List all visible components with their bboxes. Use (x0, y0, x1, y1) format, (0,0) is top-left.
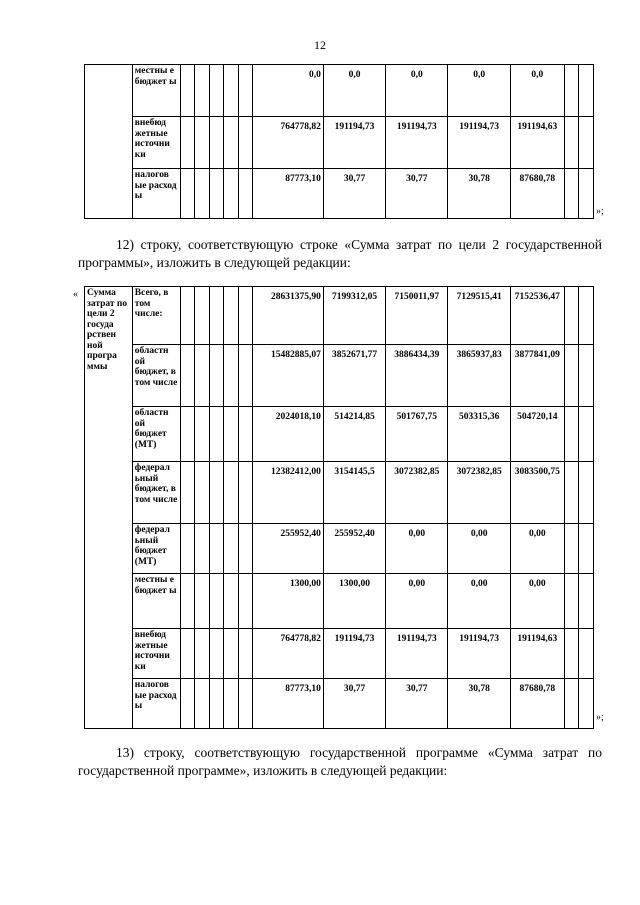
empty-cell (579, 679, 594, 729)
value-cell: 3154145,5 (323, 462, 385, 524)
row-label: федерал ьный бюджет, в том числе (132, 462, 180, 524)
row-label: внебюд жетные источни ки (132, 629, 180, 679)
paragraph-13 (78, 744, 602, 780)
value-cell: 501767,75 (386, 407, 448, 462)
empty-cell (180, 524, 195, 574)
empty-cell (180, 679, 195, 729)
table-row (85, 169, 594, 219)
value-cell: 3877841,09 (510, 345, 564, 407)
empty-cell (209, 169, 224, 219)
row-label: местны е бюджет ы (132, 574, 180, 629)
empty-cell (224, 65, 239, 117)
table-row (85, 117, 594, 169)
empty-cell (579, 345, 594, 407)
value-cell: 1300,00 (253, 574, 324, 629)
empty-cell (209, 287, 224, 345)
row-label: Всего, в том числе: (132, 287, 180, 345)
empty-cell (224, 117, 239, 169)
empty-cell (209, 407, 224, 462)
row-label: федерал ьный бюджет (МТ) (132, 524, 180, 574)
value-cell: 503315,36 (448, 407, 510, 462)
empty-cell (180, 345, 195, 407)
value-cell: 191194,73 (323, 629, 385, 679)
empty-cell (195, 407, 210, 462)
value-cell: 0,0 (510, 65, 564, 117)
empty-cell (195, 345, 210, 407)
value-cell: 30,77 (386, 169, 448, 219)
value-cell: 514214,85 (323, 407, 385, 462)
empty-cell (224, 169, 239, 219)
empty-cell (180, 287, 195, 345)
empty-cell (209, 679, 224, 729)
empty-cell (238, 117, 253, 169)
empty-cell (224, 407, 239, 462)
empty-cell (238, 574, 253, 629)
empty-cell (579, 407, 594, 462)
paragraph-13-text: 13) строку, соответствующую государственной программе «Сумма затрат по государственной программе», изложить в следующей редакции: (78, 745, 602, 778)
table-row (85, 65, 594, 117)
value-cell: 0,00 (448, 574, 510, 629)
value-cell: 0,0 (323, 65, 385, 117)
value-cell: 0,00 (510, 524, 564, 574)
empty-cell (195, 524, 210, 574)
empty-cell (224, 462, 239, 524)
empty-cell (224, 574, 239, 629)
value-cell: 87773,10 (253, 679, 324, 729)
value-cell: 0,0 (253, 65, 324, 117)
value-cell: 28631375,90 (253, 287, 324, 345)
row-label: областн ой бюджет, в том числе (132, 345, 180, 407)
table-continuation (84, 64, 594, 219)
empty-cell (238, 65, 253, 117)
empty-cell (224, 345, 239, 407)
empty-cell (180, 65, 195, 117)
empty-cell (564, 65, 579, 117)
empty-cell (224, 629, 239, 679)
value-cell: 15482885,07 (253, 345, 324, 407)
empty-cell (209, 117, 224, 169)
value-cell: 255952,40 (323, 524, 385, 574)
empty-cell (180, 629, 195, 679)
value-cell: 3083500,75 (510, 462, 564, 524)
value-cell: 0,00 (386, 574, 448, 629)
value-cell: 764778,82 (253, 117, 324, 169)
close-quote-2: »; (596, 712, 604, 723)
table-row (85, 345, 594, 407)
row-label: областн ой бюджет (МТ) (132, 407, 180, 462)
value-cell: 87680,78 (510, 679, 564, 729)
empty-cell (209, 345, 224, 407)
paragraph-12 (78, 236, 602, 272)
value-cell: 0,00 (448, 524, 510, 574)
row-label: внебюд жетные источни ки (132, 117, 180, 169)
empty-cell (238, 169, 253, 219)
empty-cell (238, 462, 253, 524)
empty-cell (564, 574, 579, 629)
paragraph-12-text: 12) строку, соответствующую строке «Сумма затрат по цели 2 государственной программы», изложить в следующей редакции: (78, 237, 602, 270)
empty-cell (209, 629, 224, 679)
value-cell: 0,0 (448, 65, 510, 117)
table-row (85, 287, 594, 345)
table-row (85, 407, 594, 462)
value-cell: 7129515,41 (448, 287, 510, 345)
table-row (85, 629, 594, 679)
empty-cell (579, 117, 594, 169)
value-cell: 87773,10 (253, 169, 324, 219)
empty-cell (209, 524, 224, 574)
open-quote: « (73, 289, 78, 300)
value-cell: 504720,14 (510, 407, 564, 462)
empty-cell (209, 574, 224, 629)
empty-cell (180, 462, 195, 524)
empty-cell (579, 574, 594, 629)
empty-cell (579, 524, 594, 574)
empty-cell (224, 679, 239, 729)
empty-cell (195, 287, 210, 345)
empty-cell (195, 679, 210, 729)
empty-cell (579, 462, 594, 524)
row-label: налогов ые расход ы (132, 169, 180, 219)
empty-cell (579, 65, 594, 117)
empty-cell (238, 629, 253, 679)
value-cell: 30,78 (448, 169, 510, 219)
empty-cell (564, 462, 579, 524)
value-cell: 7199312,05 (323, 287, 385, 345)
empty-cell (195, 117, 210, 169)
value-cell: 12382412,00 (253, 462, 324, 524)
empty-cell (209, 65, 224, 117)
table-goal-2-costs (84, 286, 594, 729)
row-label: налогов ые расход ы (132, 679, 180, 729)
empty-cell (238, 679, 253, 729)
empty-cell (238, 287, 253, 345)
value-cell: 3072382,85 (448, 462, 510, 524)
empty-cell (579, 287, 594, 345)
value-cell: 3852671,77 (323, 345, 385, 407)
value-cell: 0,00 (386, 524, 448, 574)
value-cell: 0,0 (386, 65, 448, 117)
empty-cell (564, 407, 579, 462)
empty-cell (195, 65, 210, 117)
empty-cell (195, 169, 210, 219)
value-cell: 191194,63 (510, 117, 564, 169)
table-row (85, 524, 594, 574)
value-cell: 30,78 (448, 679, 510, 729)
empty-cell (209, 462, 224, 524)
value-cell: 7150011,97 (386, 287, 448, 345)
value-cell: 191194,73 (448, 629, 510, 679)
value-cell: 191194,73 (448, 117, 510, 169)
value-cell: 2024018,10 (253, 407, 324, 462)
value-cell: 0,00 (510, 574, 564, 629)
table-row (85, 574, 594, 629)
empty-cell (564, 169, 579, 219)
value-cell: 191194,73 (323, 117, 385, 169)
empty-cell (564, 524, 579, 574)
empty-cell (564, 679, 579, 729)
value-cell: 191194,73 (386, 629, 448, 679)
table-row (85, 679, 594, 729)
value-cell: 30,77 (386, 679, 448, 729)
empty-cell (238, 524, 253, 574)
empty-cell (195, 629, 210, 679)
value-cell: 764778,82 (253, 629, 324, 679)
value-cell: 7152536,47 (510, 287, 564, 345)
group-label-cell (85, 65, 133, 219)
empty-cell (224, 524, 239, 574)
value-cell: 87680,78 (510, 169, 564, 219)
empty-cell (180, 169, 195, 219)
close-quote: »; (596, 206, 604, 217)
value-cell: 255952,40 (253, 524, 324, 574)
empty-cell (564, 629, 579, 679)
empty-cell (564, 287, 579, 345)
page-number: 12 (314, 38, 326, 52)
value-cell: 3886434,39 (386, 345, 448, 407)
value-cell: 191194,73 (386, 117, 448, 169)
value-cell: 3072382,85 (386, 462, 448, 524)
empty-cell (180, 117, 195, 169)
empty-cell (195, 462, 210, 524)
empty-cell (238, 345, 253, 407)
empty-cell (224, 287, 239, 345)
empty-cell (180, 407, 195, 462)
empty-cell (564, 117, 579, 169)
empty-cell (579, 629, 594, 679)
value-cell: 30,77 (323, 679, 385, 729)
value-cell: 1300,00 (323, 574, 385, 629)
empty-cell (180, 574, 195, 629)
empty-cell (238, 407, 253, 462)
empty-cell (579, 169, 594, 219)
value-cell: 3865937,83 (448, 345, 510, 407)
row-label: местны е бюджет ы (132, 65, 180, 117)
empty-cell (195, 574, 210, 629)
table-row (85, 462, 594, 524)
empty-cell (564, 345, 579, 407)
value-cell: 30,77 (323, 169, 385, 219)
group-label-cell: Сумма затрат по цели 2 госуда рствен ной програ ммы (85, 287, 133, 729)
value-cell: 191194,63 (510, 629, 564, 679)
